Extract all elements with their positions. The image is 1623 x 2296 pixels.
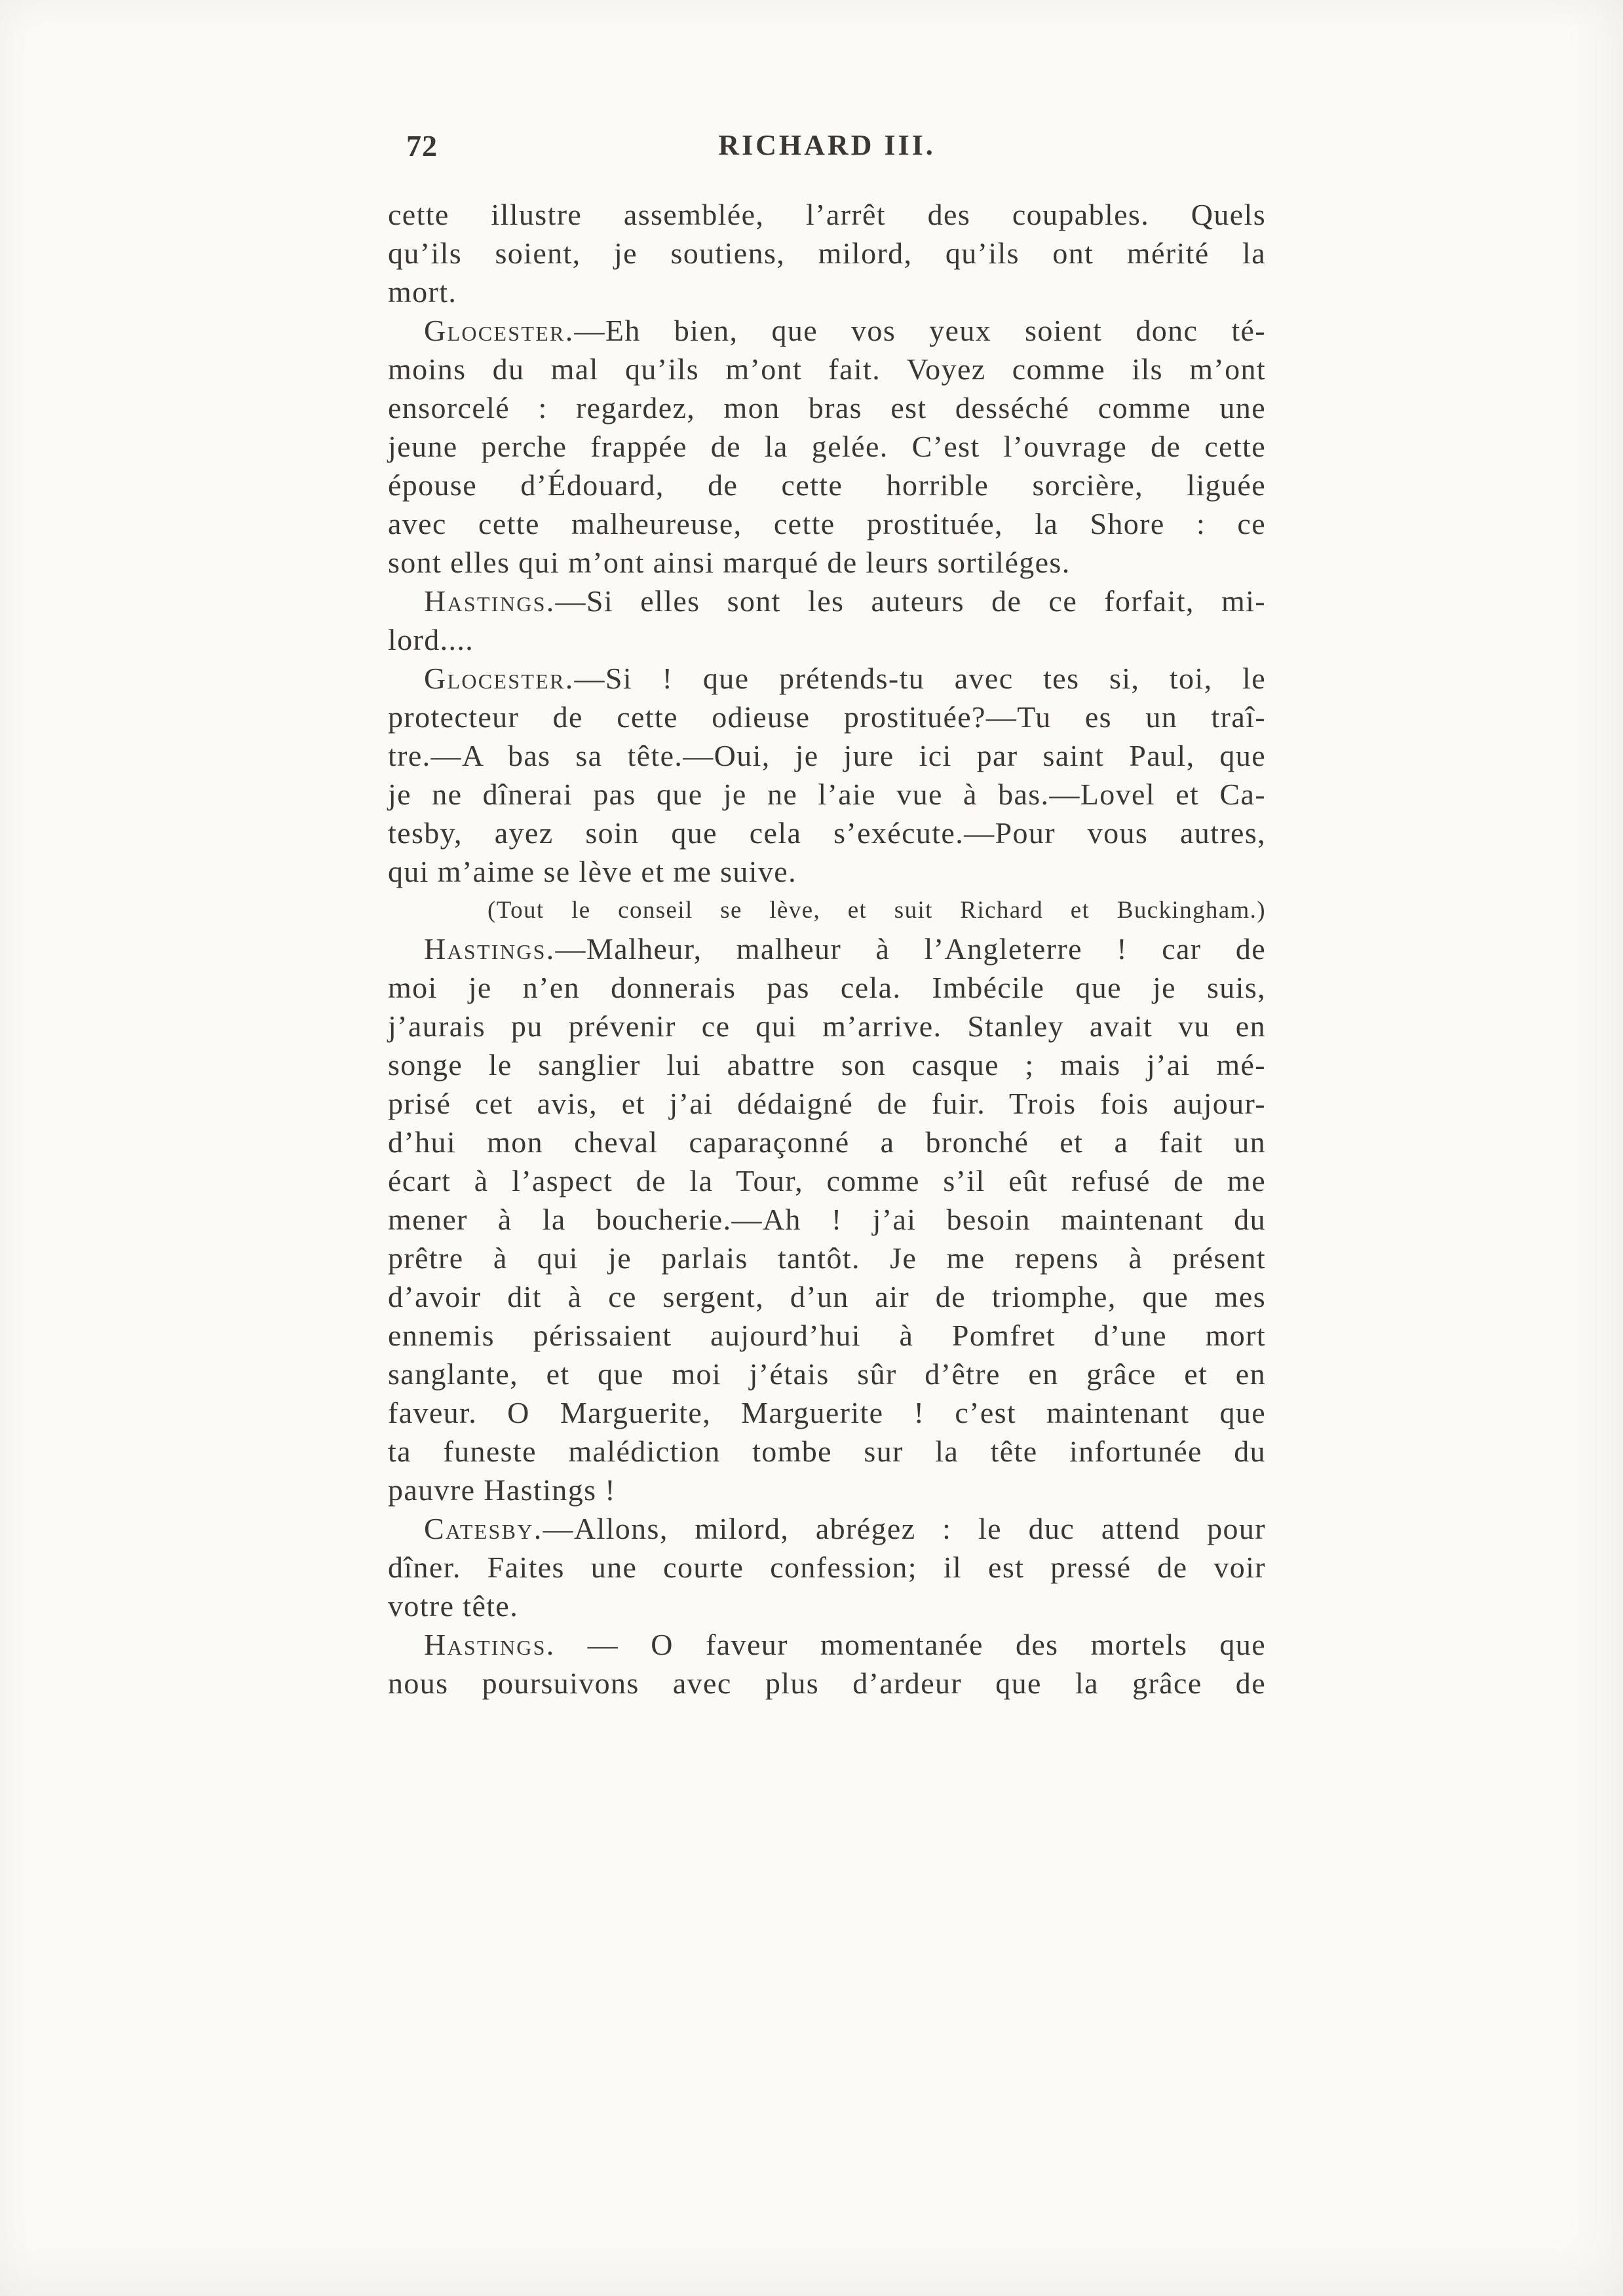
text-line: mort. [388,275,457,309]
speaker-label: Hastings. [424,1628,556,1661]
text-line: tesby, ayez soin que cela s’exécute.—Pour vous autres, [388,816,1266,850]
text-line: dîner. Faites une courte confession; il est pressé de voir [388,1551,1266,1584]
text-line: d’hui mon cheval caparaçonné a bronché et a fait un [388,1125,1266,1159]
text-line: (Tout le conseil se lève, et suit Richard et Buckingham.) [487,897,1266,924]
text-line: écart à l’aspect de la Tour, comme s’il eût refusé de me [388,1164,1266,1197]
text-line: nous poursuivons avec plus d’ardeur que la grâce de [388,1666,1266,1700]
page-number: 72 [406,129,438,162]
text-line: j’aurais pu prévenir ce qui m’arrive. Stanley avait vu en [388,1009,1266,1043]
text-line: d’avoir dit à ce sergent, d’un air de triomphe, que mes [388,1280,1266,1313]
text-line: sont elles qui m’ont ainsi marqué de leurs sortiléges. [388,546,1071,579]
text-line: faveur. O Marguerite, Marguerite ! c’est maintenant que [388,1396,1266,1429]
paragraph [388,930,1266,1509]
paragraph [388,659,1266,891]
text-line: qui m’aime se lève et me suive. [388,855,797,888]
text-line: je ne dînerai pas que je ne l’aie vue à bas.—Lovel et Ca- [388,778,1266,811]
text-line: ensorcelé : regardez, mon bras est desséché comme une [388,391,1266,424]
text-line: protecteur de cette odieuse prostituée?—Tu es un traî- [388,700,1266,734]
text-line: épouse d’Édouard, de cette horrible sorcière, liguée [388,468,1266,502]
speaker-label: Catesby. [424,1512,543,1545]
text-line: Glocester.—Si ! que prétends-tu avec tes si, toi, le [424,662,1266,695]
speaker-label: Hastings. [424,584,556,618]
text-line: sanglante, et que moi j’étais sûr d’être en grâce et en [388,1357,1266,1391]
text-line: Hastings.—Malheur, malheur à l’Angleterre ! car de [424,932,1266,966]
paragraph [388,311,1266,582]
speaker-label: Glocester. [424,662,575,695]
speaker-label: Glocester. [424,314,575,347]
text-line: cette illustre assemblée, l’arrêt des coupables. Quels [388,198,1266,231]
paragraph [388,1509,1266,1625]
text-line: tre.—A bas sa tête.—Oui, je jure ici par saint Paul, que [388,739,1266,772]
text-line: Hastings.—Si elles sont les auteurs de ce forfait, mi- [424,584,1266,618]
text-line: lord.... [388,623,474,656]
text-line: prisé cet avis, et j’ai dédaigné de fuir. Trois fois aujour- [388,1087,1266,1120]
text-line: votre tête. [388,1589,519,1623]
text-line: Catesby.—Allons, milord, abrégez : le duc attend pour [424,1512,1266,1545]
text-line: moi je n’en donnerais pas cela. Imbécile que je suis, [388,971,1266,1004]
paragraph [388,582,1266,659]
running-head [388,128,1266,168]
text-line: qu’ils soient, je soutiens, milord, qu’ils ont mérité la [388,236,1266,270]
text-line: ennemis périssaient aujourd’hui à Pomfret d’une mort [388,1319,1266,1352]
paragraph [388,195,1266,311]
text-line: moins du mal qu’ils m’ont fait. Voyez comme ils m’ont [388,352,1266,386]
text-line: pauvre Hastings ! [388,1473,616,1507]
text-line: prêtre à qui je parlais tantôt. Je me repens à présent [388,1241,1266,1275]
text-line: ta funeste malédiction tombe sur la tête infortunée du [388,1435,1266,1468]
text-line: jeune perche frappée de la gelée. C’est l’ouvrage de cette [388,430,1266,463]
stage-direction [388,891,1266,930]
text-line: Hastings. — O faveur momentanée des mortels que [424,1628,1266,1661]
page-text [388,195,1266,1703]
paragraph [388,1625,1266,1703]
text-line: mener à la boucherie.—Ah ! j’ai besoin maintenant du [388,1203,1266,1236]
text-line: Glocester.—Eh bien, que vos yeux soient donc té- [424,314,1266,347]
speaker-label: Hastings. [424,932,556,966]
text-line: avec cette malheureuse, cette prostituée, la Shore : ce [388,507,1266,540]
text-line: songe le sanglier lui abattre son casque ; mais j’ai mé- [388,1048,1266,1082]
page-header-title: RICHARD III. [718,129,936,161]
